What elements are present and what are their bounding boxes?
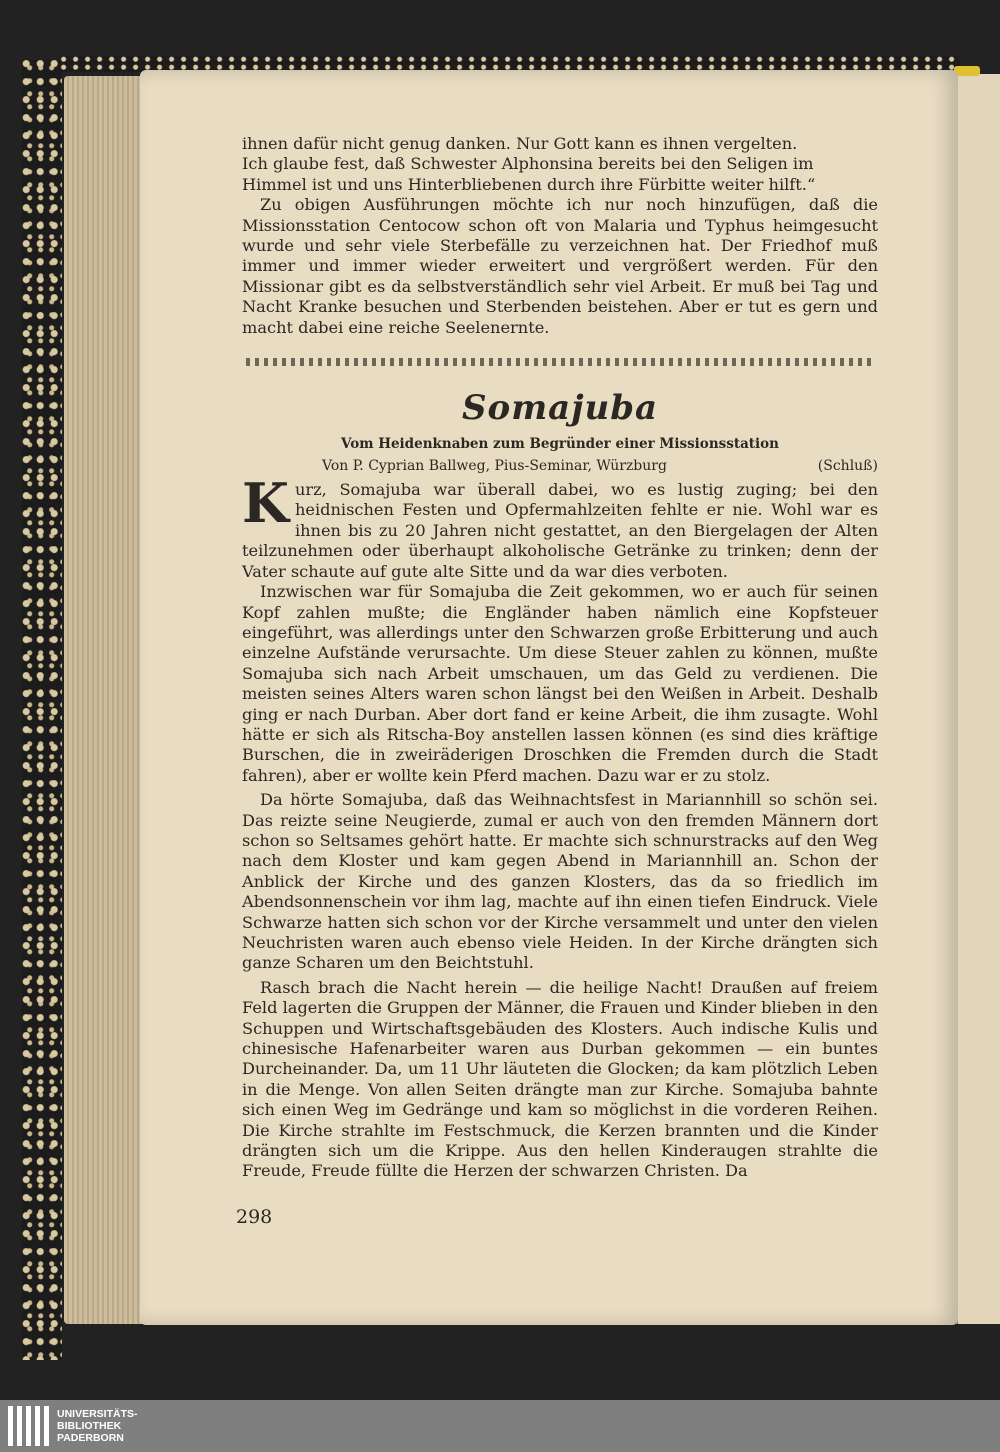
article-paragraph <box>242 471 878 582</box>
article-byline: Von P. Cyprian Ballweg, Pius-Seminar, Würzburg <box>322 458 667 475</box>
library-name-line: PADERBORN <box>57 1432 124 1444</box>
article-paragraph: Da hörte Somajuba, daß das Weihnachtsfest in Mariannhill so schön sei. Das reizte seine Neugierde, zumal er auch von den fremden Männern dort schon so Seltsames gehört hatte. Er machte sich schnurstracks auf den Weg nach dem Kloster und kam gegen Abend in Mariannhill an. Schon der Anblick der Kirche und des ganzen Klosters, das da so friedlich im Abendsonnenschein vor ihm lag, machte auf ihn einen tiefen Eindruck. Viele Schwarze hatten sich schon vor der Kirche versammelt und unter den vielen Neuchristen waren auch ebenso viele Heiden. In der Kirche drängten sich ganze Scharen um den Beichtstuhl. <box>242 790 878 973</box>
marbled-cover-edge <box>22 60 62 1360</box>
continuation-paragraph: Zu obigen Ausführungen möchte ich nur noch hinzufügen, daß die Missionsstation Centocow schon oft von Malaria und Typhus heimgesucht wurde und sehr viele Sterbefälle zu verzeichnen hat. Der Friedhof muß immer und immer wieder erweitert und vergrößert werden. Für den Missionar gibt es da selbstverständlich sehr viel Arbeit. Er muß bei Tag und Nacht Kranke besuchen und Sterbenden beistehen. Aber er tut es gern und macht dabei eine reiche Seelenernte. <box>242 195 878 337</box>
library-name-line: UNIVERSITÄTS- <box>57 1408 138 1420</box>
article-subtitle: Vom Heidenknaben zum Begründer einer Missionsstation <box>340 436 779 453</box>
continuation-line: ihnen dafür nicht genug danken. Nur Gott kann es ihnen vergelten. <box>242 134 798 153</box>
continuation-line: Ich glaube fest, daß Schwester Alphonsina bereits bei den Seligen im <box>242 154 814 174</box>
library-name-line: BIBLIOTHEK <box>57 1420 122 1432</box>
article-paragraph: Inzwischen war für Somajuba die Zeit gekommen, wo er auch für seinen Kopf zahlen mußte; die Engländer haben nämlich eine Kopfsteuer eingeführt, was allerdings unter den Schwarzen große Erbitterung und auch einzelne Aufstände verursachte. Um diese Steuer zahlen zu können, mußte Somajuba sich nach Arbeit umschauen, um das Geld zu verdienen. Die meisten seines Alters waren schon längst bei den Weißen in Arbeit. Deshalb ging er nach Durban. Aber dort fand er keine Arbeit, die ihm zusagte. Wohl hätte er sich als Ritscha-Boy anstellen lassen können (es sind dies kräftige Burschen, die in zweiräderigen Droschken die Fremden durch die Stadt fahren), aber er wollte kein Pferd machen. Dazu war er zu stolz. <box>242 582 878 785</box>
drop-cap: K <box>242 471 289 536</box>
article-byline-row <box>242 456 878 476</box>
article-title: Somajuba <box>461 388 659 429</box>
ornamental-divider <box>246 358 874 366</box>
article-paragraph-text: urz, Somajuba war überall dabei, wo es lustig zuging; bei den heidnischen Festen und Opfermahlzeiten fehlte er nie. Wohl war es ihnen bis zu 20 Jahren nicht gestattet, an den Biergelagen der Alten teilzunehmen oder überhaupt alkoholische Getränke zu trinken; denn der Vater schaute auf gute alte Sitte und da war dies verboten. <box>242 480 878 581</box>
library-name <box>57 1408 138 1444</box>
page-number: 298 <box>236 1206 273 1228</box>
article-part-label: (Schluß) <box>817 458 878 475</box>
page-content <box>242 134 878 1182</box>
article-paragraph: Rasch brach die Nacht herein — die heilige Nacht! Draußen auf freiem Feld lagerten die Gruppen der Männer, die Frauen und Kinder blieben in den Schuppen und Wirtschaftsgebäuden des Klosters. Auch indische Kulis und chinesische Hafenarbeiter waren aus Durban gekommen — ein buntes Durcheinander. Da, um 11 Uhr läuteten die Glocken; da kam plötzlich Leben in die Menge. Von allen Seiten drängte man zur Kirche. Somajuba bahnte sich einen Weg im Gedränge und kam so möglichst in die vorderen Reihen. Die Kirche strahlte im Festschmuck, die Kerzen brannten und die Kinder drängten sich um die Krippe. Aus den hellen Kinderaugen strahlte die Freude, Freude füllte die Herzen der schwarzen Christen. Da <box>242 977 879 1181</box>
continuation-line: Himmel ist und uns Hinterbliebenen durch ihre Fürbitte weiter hilft.“ <box>242 174 816 194</box>
library-footer <box>0 1400 1000 1452</box>
library-logo-icon <box>8 1406 49 1446</box>
facing-page-edge <box>956 74 1000 1324</box>
